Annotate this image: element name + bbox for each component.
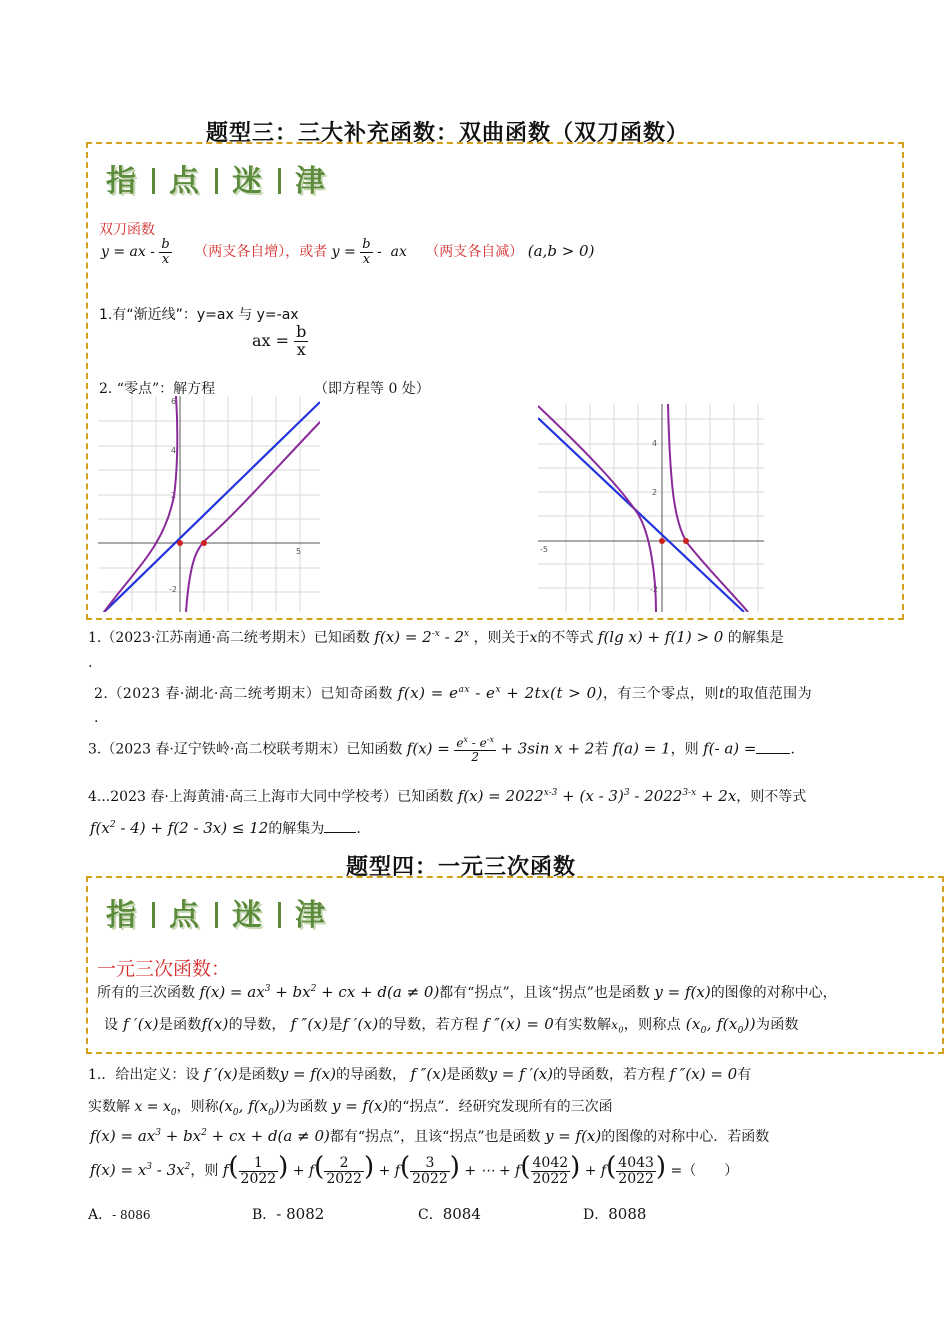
formula-line: y = ax - $\frac{b}{x}$ （两支各自增），或者 y = $\frac{b}{x}$ - ax （两支各自减） (a,b > 0) — [101, 237, 595, 267]
zero-point — [177, 540, 183, 546]
text: 为函数 — [755, 1017, 799, 1033]
problem3-2: 2.（2023 春·湖北·高二统考期末）已知奇函数 $f(x) = e^{ax} - e^x + 2tx(t > 0)$，有三个零点，则t的取值范围为 — [94, 684, 813, 702]
text: 的图像的对称中心， — [710, 985, 837, 1001]
section4-title: 题型四：一元三次函数 — [346, 855, 577, 880]
section4-banner — [106, 890, 327, 934]
asymptote-line — [98, 402, 320, 612]
asymptote-line — [538, 418, 744, 612]
option-label: D． — [583, 1207, 609, 1223]
text: 的导函数，若方程 — [553, 1067, 666, 1083]
text: 的图像的对称中心．若函数 — [601, 1129, 770, 1145]
condition: (a,b > 0) — [527, 242, 595, 261]
option-d[interactable] — [583, 1204, 646, 1224]
text: 实数解 — [88, 1099, 130, 1115]
zero-note: （即方程等 0 处） — [314, 381, 430, 397]
text: 是函数 — [446, 1067, 489, 1083]
graph-increasing — [98, 396, 320, 612]
curve-branch — [668, 404, 748, 612]
zero-point — [683, 538, 689, 544]
zero-label: 2. “零点”：解方程 — [99, 381, 216, 397]
problem-text: 2.（2023 春·湖北·高二统考期末）已知奇函数 — [94, 686, 393, 702]
option-value: - 8086 — [112, 1208, 151, 1222]
section4-line2: 设 f ′(x)是函数f(x)的导数， f ″(x)是f ′(x)的导数，若方程 f ″(x) = 0有实数解$x_0$，则称点 ($x_0$, $f(x_0)$)为函数 — [104, 1015, 799, 1036]
asymptote-label: 1.有“渐近线”：y=ax 与 y=-ax — [99, 307, 299, 323]
option-value: 8088 — [608, 1205, 647, 1223]
tick-label: 5 — [296, 547, 302, 556]
note-decrease: （两支各自减） — [425, 244, 524, 261]
text: 为函数 — [285, 1099, 328, 1115]
text: 是函数 — [237, 1067, 280, 1083]
tick-label: 6 — [171, 397, 177, 406]
problem-text: 4...2023 春·上海黄浦·高三上海市大同中学校考）已知函数 — [88, 789, 454, 805]
problem4-line1: 1.．给出定义：设 f ′(x)是函数y = f(x)的导函数， f ″(x)是函数y = f ′(x)的导函数，若方程 f ″(x) = 0有 — [88, 1065, 752, 1083]
section4-subtitle: 一元三次函数： — [97, 958, 231, 980]
problem-end: . — [88, 655, 93, 671]
problem-text: 的不等式 — [537, 630, 594, 646]
text: 有 — [737, 1067, 752, 1083]
text: 都有“拐点”，且该“拐点”也是函数 — [329, 1129, 541, 1145]
text: ，则称 — [176, 1099, 219, 1115]
problem-text: 的解集是 — [727, 630, 784, 646]
section4-line1: 所有的三次函数 $f(x) = ax^3 + bx^2$ + cx + d(a ≠ 0)都有“拐点”，且该“拐点”也是函数 y = f(x)的图像的对称中心， — [97, 983, 837, 1001]
banner-char: 迷 — [232, 164, 264, 199]
option-value: - 8082 — [276, 1205, 325, 1223]
text: =（ ） — [670, 1163, 739, 1179]
problem-text: 1.（2023·江苏南通·高二统考期末）已知函数 — [88, 630, 370, 646]
text: 设 — [104, 1017, 119, 1033]
graph-decreasing — [538, 404, 764, 612]
banner-char: 指 — [106, 164, 138, 199]
problem4-line4: $f(x) = x^3 - 3x^2$，则 f( $\frac{1}{2022}$ ) + f( $\frac{2}{2022}$ ) + f( $\frac{3}{2022}$ ) + ⋯ + f( $\frac{4042}{2022}$ ) + f( $\frac{4043}{2022}$ ) =（ ） — [90, 1152, 739, 1187]
note-increase: （两支各自增），或者 — [194, 244, 328, 261]
tick-label: -2 — [650, 585, 658, 594]
section3-title: 题型三：三大补充函数：双曲函数（双刀函数） — [206, 121, 690, 146]
problem-text: 的解集为 — [268, 821, 325, 837]
text: 的导数， — [228, 1017, 286, 1033]
text: 所有的三次函数 — [97, 985, 195, 1001]
curve-branch — [104, 396, 177, 612]
section3-subtitle: 双刀函数 — [99, 222, 155, 238]
text: 的导函数， — [336, 1067, 406, 1083]
section3-banner — [106, 156, 327, 200]
option-b[interactable] — [252, 1204, 324, 1224]
text: 是 — [328, 1017, 343, 1033]
tick-label: 4 — [652, 439, 658, 448]
problem-text: 3.（2023 春·辽宁铁岭·高二校联考期末）已知函数 — [88, 741, 403, 758]
tick-label: 2 — [171, 491, 177, 500]
problem-text: ，有三个零点，则 — [603, 686, 720, 702]
text: 的导数，若方程 — [378, 1017, 479, 1033]
problem-text: 若 — [594, 741, 609, 758]
option-a[interactable] — [88, 1204, 151, 1224]
tick-label: -5 — [540, 545, 548, 554]
problem3-4: 4...2023 春·上海黄浦·高三上海市大同中学校考）已知函数 $f(x) = 2022^{x-3} + (x - 3)^3 - 2022^{3-x} + 2x$，则不等式 — [88, 787, 807, 805]
tick-label: 2 — [652, 488, 658, 497]
problem-text: ，则不等式 — [736, 789, 807, 805]
problem-text: . — [356, 821, 361, 837]
option-c[interactable] — [418, 1204, 481, 1224]
problem3-3: 3.（2023 春·辽宁铁岭·高二校联考期末）已知函数 f(x) = $\frac{e^x - e^{-x}}{2}$ + 3sin x + 2若 f(a) = 1，则 f(- a) = . — [88, 735, 795, 764]
text: ，则称点 — [623, 1017, 681, 1033]
option-label: B． — [252, 1207, 277, 1223]
banner-char: 津 — [295, 164, 327, 199]
banner-char: 点 — [169, 164, 201, 199]
zero-point — [201, 540, 207, 546]
option-value: 8084 — [442, 1205, 481, 1223]
text: 都有“拐点”，且该“拐点”也是函数 — [439, 985, 650, 1001]
banner-char: 点 — [169, 898, 201, 933]
problem-text: 的取值范围为 — [725, 686, 813, 702]
tick-label: 4 — [171, 446, 177, 455]
text: 是函数 — [158, 1017, 202, 1033]
text: 有实数解 — [554, 1017, 612, 1033]
option-label: C． — [418, 1207, 443, 1223]
text: ，则 — [190, 1163, 219, 1179]
text: 的“拐点”．经研究发现所有的三次函 — [388, 1099, 613, 1115]
problem3-1: 1.（2023·江苏南通·高二统考期末）已知函数 $f(x) = 2^{-x} - 2^x$ ，则关于x的不等式 f(lg x) + f(1) > 0 的解集是 — [88, 628, 784, 646]
problem3-4-line2: $f(x^2 - 4) + f(2 - 3x) \le 12$的解集为 . — [90, 819, 361, 837]
option-label: A． — [88, 1207, 113, 1223]
problem-end: . — [94, 710, 99, 726]
banner-char: 指 — [106, 898, 138, 933]
banner-char: 津 — [295, 898, 327, 933]
problem-text: ，则关于 — [473, 630, 530, 646]
problem-text: ，则 — [670, 741, 699, 758]
zero-equation: ax = $\frac{b}{x}$ — [252, 322, 307, 359]
problem4-line3: $f(x) = ax^3 + bx^2$ + cx + d(a ≠ 0)都有“拐点”，且该“拐点”也是函数 y = f(x)的图像的对称中心．若函数 — [90, 1127, 770, 1145]
tick-label: -2 — [169, 585, 177, 594]
problem4-line2: 实数解 $x = x_0$，则称($x_0$, $f(x_0)$)为函数 y = f(x)的“拐点”．经研究发现所有的三次函 — [88, 1097, 613, 1118]
zero-point — [659, 538, 665, 544]
banner-char: 迷 — [232, 898, 264, 933]
text: 1.．给出定义：设 — [88, 1067, 200, 1083]
